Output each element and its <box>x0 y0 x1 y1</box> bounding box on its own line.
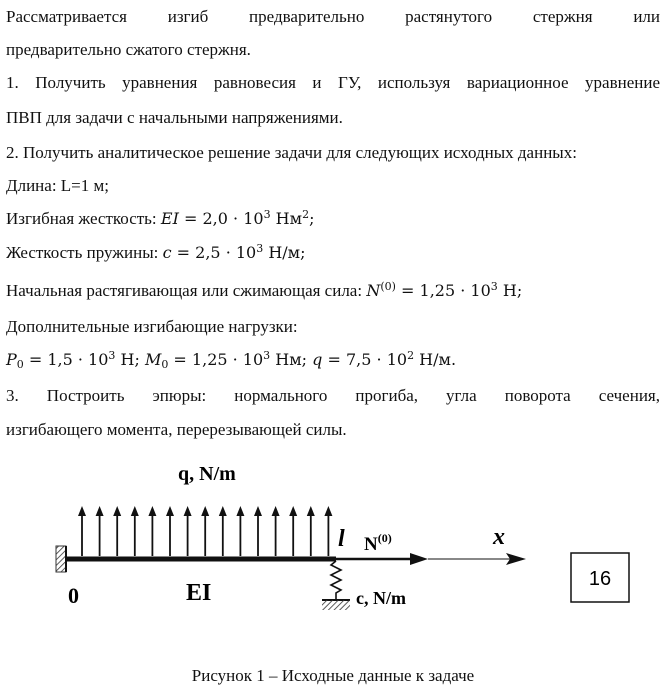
load-arrowhead <box>96 506 104 516</box>
load-arrowhead <box>236 506 244 516</box>
extra-loads-line: Дополнительные изгибающие нагрузки: <box>6 317 298 336</box>
task-2-line: 2. Получить аналитическое решение задачи для следующих исходных данных: <box>6 143 577 162</box>
stiffness-line <box>6 209 660 229</box>
variant-number: 16 <box>588 568 612 590</box>
load-arrowhead <box>113 506 121 516</box>
extra-loads-formula: $P_0 = 1,5 \cdot 10^3$ Н; $M_0 = 1,25 \cdot 10^3$ Нм; $q = 7,5 \cdot 10^2$ Н/м. <box>6 349 457 371</box>
spring-label: Жесткость пружины: <box>6 243 163 262</box>
load-arrowhead <box>254 506 262 516</box>
load-arrowhead <box>219 506 227 516</box>
load-arrowhead <box>324 506 332 516</box>
spring-line <box>6 243 660 263</box>
origin-label: 0 <box>68 583 79 608</box>
intro-line-2: предварительно сжатого стержня. <box>6 40 251 59</box>
figure-caption: Рисунок 1 – Исходные данные к задаче <box>191 666 475 685</box>
task-3-line-1: 3. Построить эпюры: нормального прогиба, угла поворота сечения, <box>6 386 660 405</box>
load-arrowhead <box>307 506 315 516</box>
load-arrowhead <box>289 506 297 516</box>
spring-formula: $c = 2,5 \cdot 10^3$ Н/м; <box>162 242 306 262</box>
task-1-line-2: ПВП для задачи с начальными напряжениями. <box>6 108 343 127</box>
load-arrowhead <box>131 506 139 516</box>
stiffness-formula: EI = $2,0 \cdot 10^3$ $Нм^2$; <box>160 208 315 228</box>
load-arrowhead <box>166 506 174 516</box>
beam-end-label: l <box>338 526 345 552</box>
distributed-load-label: q, N/m <box>178 463 236 485</box>
load-arrowhead <box>272 506 280 516</box>
load-arrowhead <box>78 506 86 516</box>
stiffness-label-diagram: EI <box>186 580 212 606</box>
beam-diagram <box>0 440 666 660</box>
axial-force-arrowhead <box>410 553 428 565</box>
force-formula: $N^{(0)} = 1,25 \cdot 10^3$ Н; <box>366 280 523 300</box>
distributed-load-arrows <box>78 506 332 556</box>
axial-force-label: $N^{(0)}$ <box>364 531 392 555</box>
spring-stiffness-label: c, N/m <box>356 588 406 608</box>
task-3-line-2: изгибающего момента, перерезывающей силы. <box>6 420 347 439</box>
force-line <box>6 281 660 301</box>
task-1-line-1: 1. Получить уравнения равновесия и ГУ, используя вариационное уравнение <box>6 73 660 92</box>
load-arrowhead <box>201 506 209 516</box>
spring <box>331 561 341 600</box>
x-axis-label: x <box>493 524 505 550</box>
force-label: Начальная растягивающая или сжимающая сила: <box>6 281 367 300</box>
spring-base-hatch <box>322 600 350 610</box>
fixed-support-hatch <box>56 546 66 572</box>
load-arrowhead <box>184 506 192 516</box>
load-arrowhead <box>148 506 156 516</box>
stiffness-label: Изгибная жесткость: <box>6 209 161 228</box>
intro-line-1: Рассматривается изгиб предварительно растянутого стержня или <box>6 7 660 26</box>
length-line: Длина: L=1 м; <box>6 176 109 195</box>
